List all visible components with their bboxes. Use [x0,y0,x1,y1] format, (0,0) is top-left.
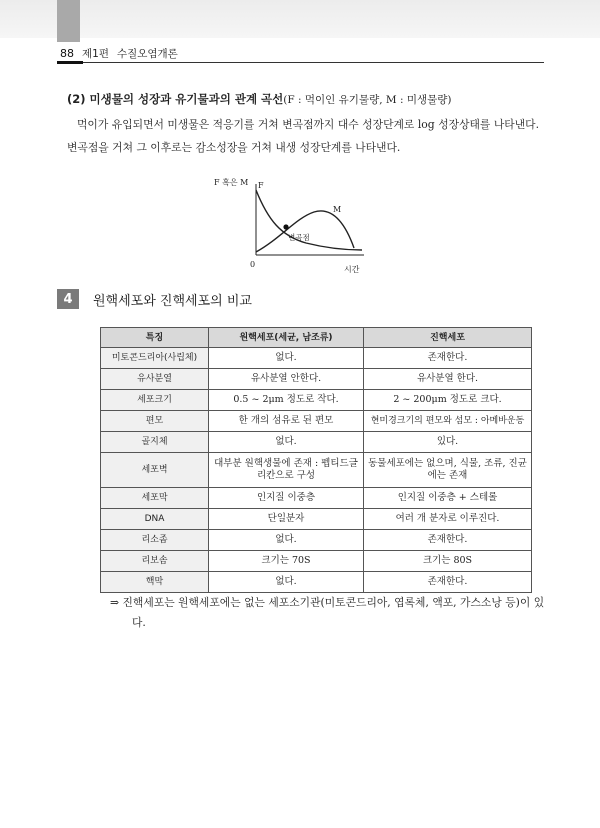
eukaryote-cell: 현미경크기의 편모와 섬모 : 아메바운동 [364,411,532,432]
subsection-heading [67,91,547,107]
header-rule-accent [57,61,83,64]
row-feature: 세포크기 [101,390,209,411]
table-row [101,411,532,432]
inflection-label: 변곡점 [288,233,310,242]
prokaryote-cell: 없다. [209,572,364,593]
table-row [101,348,532,369]
row-feature: 핵막 [101,572,209,593]
eukaryote-cell: 인지질 이중층 + 스테롤 [364,488,532,509]
row-feature: 골지체 [101,432,209,453]
body-paragraph: 먹이가 유입되면서 미생물은 적응기를 거쳐 변곡점까지 대수 성장단계로 log 성장상태를 나타낸다. 변곡점을 거쳐 그 이후로는 감소성장을 거쳐 내생 성장단계를 나타낸다. [67,118,539,154]
table-row [101,369,532,390]
eukaryote-cell: 존재한다. [364,572,532,593]
eukaryote-cell: 존재한다. [364,348,532,369]
growth-curve-graph [196,170,386,278]
inflection-point [283,224,288,229]
row-feature: 유사분열 [101,369,209,390]
header-rule [57,62,544,63]
table-row [101,551,532,572]
running-head [60,44,178,62]
eukaryote-cell: 2 ~ 200μm 정도로 크다. [364,390,532,411]
table-row [101,530,532,551]
section-heading [57,289,252,309]
prokaryote-cell: 한 개의 섬유로 된 편모 [209,411,364,432]
eukaryote-cell: 여러 개 분자로 이루진다. [364,509,532,530]
table-row [101,390,532,411]
row-feature: 리소좀 [101,530,209,551]
prokaryote-cell: 0.5 ~ 2μm 정도로 작다. [209,390,364,411]
column-header: 원핵세포(세균, 남조류) [209,328,364,348]
footnote: ⇒ 진핵세포는 원핵세포에는 없는 세포소기관(미토콘드리아, 엽록체, 액포, 가스소낭 등)이 있다. [110,596,545,629]
row-feature: 리보솜 [101,551,209,572]
eukaryote-cell: 크기는 80S [364,551,532,572]
row-feature: 세포막 [101,488,209,509]
y-axis-label: F 혹은 M [214,178,249,187]
subsection-note: (F : 먹이인 유기물량, M : 미생물량) [283,94,452,106]
table-row [101,572,532,593]
x-axis-label: 시간 [344,265,360,274]
chapter-tab [57,0,80,42]
table-row [101,509,532,530]
prokaryote-cell: 대부분 원핵생물에 존재 : 펩티드글리칸으로 구성 [209,453,364,488]
table-row [101,432,532,453]
row-feature: 편모 [101,411,209,432]
page-number: 88 [60,46,74,60]
prokaryote-cell: 없다. [209,432,364,453]
table-row [101,453,532,488]
prokaryote-cell: 없다. [209,348,364,369]
origin-label: 0 [250,260,256,269]
part-label: 제1편 [82,47,109,60]
eukaryote-cell: 존재한다. [364,530,532,551]
prokaryote-cell: 인지질 이중층 [209,488,364,509]
column-header: 특징 [101,328,209,348]
table-row [101,488,532,509]
row-feature: 미토콘드리아(사립체) [101,348,209,369]
book-title: 수질오염개론 [116,47,178,60]
table-header-row [101,328,532,348]
prokaryote-cell: 단일분자 [209,509,364,530]
section-title: 원핵세포와 진핵세포의 비교 [93,293,252,309]
top-band [0,0,600,38]
row-feature: 세포벽 [101,453,209,488]
eukaryote-cell: 동물세포에는 없으며, 식물, 조류, 진균에는 존재 [364,453,532,488]
section-number: 4 [57,289,79,309]
m-curve-label: M [333,205,342,214]
comparison-table [100,327,532,593]
eukaryote-cell: 있다. [364,432,532,453]
f-curve-label: F [258,181,264,190]
eukaryote-cell: 유사분열 한다. [364,369,532,390]
prokaryote-cell: 크기는 70S [209,551,364,572]
prokaryote-cell: 유사분열 안한다. [209,369,364,390]
column-header: 진핵세포 [364,328,532,348]
subsection-title: (2) 미생물의 성장과 유기물과의 관계 곡선 [67,92,284,106]
prokaryote-cell: 없다. [209,530,364,551]
row-feature: DNA [101,509,209,530]
